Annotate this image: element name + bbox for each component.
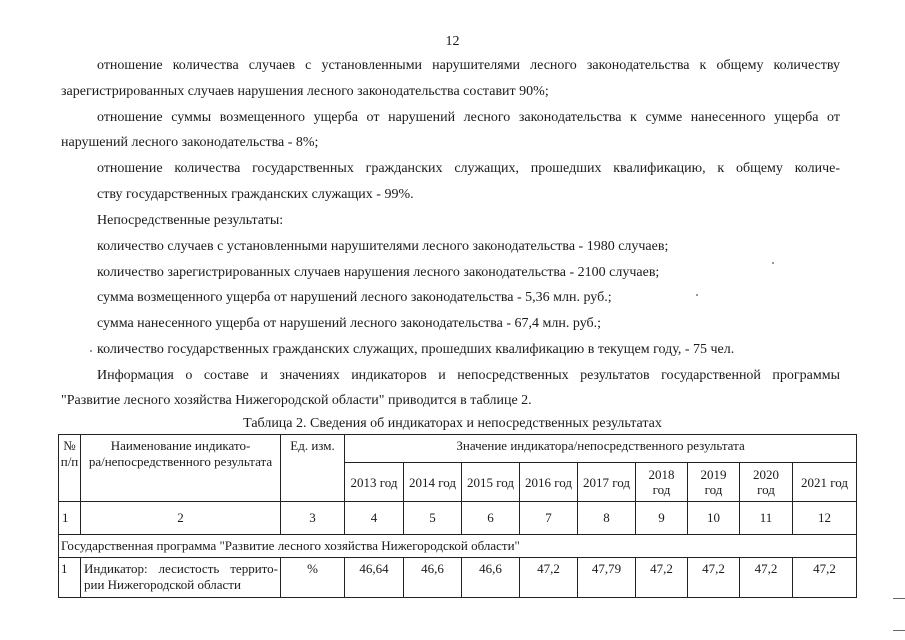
paragraph-3-line-1: отношение количества государственных гражданских служащих, прошедших квалификацию, к общему количе- (97, 161, 840, 176)
result-cases-established: количество случаев с установленными нарушителями лесного законодательства - 1980 случаев; (97, 239, 669, 254)
year-header: 2017 год (578, 463, 636, 502)
indicator-value: 46,6 (462, 558, 520, 598)
paragraph-3-line-2: ству государственных гражданских служащих - 99%. (97, 187, 414, 202)
indicator-value: 47,2 (636, 558, 688, 598)
program-row (59, 535, 857, 558)
column-header-number-line2: п/п (60, 454, 79, 469)
paragraph-2-line-2: нарушений лесного законодательства - 8%; (61, 135, 319, 150)
column-header-number-line1: № (63, 438, 76, 453)
indicator-value: 46,64 (345, 558, 404, 598)
column-header-number (59, 435, 81, 502)
table-row (59, 558, 857, 598)
scan-speck (90, 350, 92, 352)
scan-edge-mark (893, 630, 905, 631)
indicator-value: 47,2 (793, 558, 857, 598)
paragraph-info-line-2: "Развитие лесного хозяйства Нижегородской области" приводится в таблице 2. (61, 393, 532, 408)
year-header: 2013 год (345, 463, 404, 502)
indicator-name (81, 558, 281, 598)
column-header-name-line1: Наименование индикато- (110, 438, 251, 453)
scan-speck (696, 294, 698, 296)
column-number: 2 (81, 502, 281, 535)
indicator-unit: % (281, 558, 345, 598)
indicator-value: 47,2 (520, 558, 578, 598)
year-header: 2021 год (793, 463, 857, 502)
column-number: 8 (578, 502, 636, 535)
table-header-row (59, 435, 857, 463)
year-header: 2016 год (520, 463, 578, 502)
paragraph-2-line-1: отношение суммы возмещенного ущерба от нарушений лесного законодательства к сумме нанесенного ущерба от (97, 110, 840, 125)
result-cases-registered: количество зарегистрированных случаев нарушения лесного законодательства - 2100 случаев; (97, 265, 660, 280)
scan-speck (772, 262, 774, 264)
indicators-table (58, 434, 857, 598)
column-number: 7 (520, 502, 578, 535)
column-header-name-line2: ра/непосредственного результата (88, 454, 273, 469)
year-header: 2014 год (404, 463, 462, 502)
row-index: 1 (59, 558, 81, 598)
results-heading: Непосредственные результаты: (97, 213, 284, 228)
paragraph-1-line-2: зарегистрированных случаев нарушения лесного законодательства составит 90%; (61, 84, 549, 99)
indicator-value: 47,2 (688, 558, 740, 598)
indicator-name-line2: рии Нижегородской области (84, 577, 241, 592)
scan-edge-mark (893, 598, 905, 599)
column-number: 5 (404, 502, 462, 535)
paragraph-1-line-1: отношение количества случаев с установленными нарушителями лесного законодательства к общему количеству (97, 58, 840, 73)
table-title: Таблица 2. Сведения об индикаторах и непосредственных результатах (243, 416, 662, 431)
year-header: 2018 год (636, 463, 688, 502)
column-number: 9 (636, 502, 688, 535)
indicator-value: 47,2 (740, 558, 793, 598)
year-header: 2015 год (462, 463, 520, 502)
column-numbering-row (59, 502, 857, 535)
indicator-value: 46,6 (404, 558, 462, 598)
paragraph-info-line-1: Информация о составе и значениях индикаторов и непосредственных результатов государственной программы (97, 368, 840, 383)
column-number: 12 (793, 502, 857, 535)
program-name: Государственная программа "Развитие лесного хозяйства Нижегородской области" (59, 535, 857, 558)
column-header-unit: Ед. изм. (281, 435, 345, 502)
column-header-name (81, 435, 281, 502)
indicator-value: 47,79 (578, 558, 636, 598)
column-number: 6 (462, 502, 520, 535)
result-damage-compensated: сумма возмещенного ущерба от нарушений лесного законодательства - 5,36 млн. руб.; (97, 290, 612, 305)
column-number: 1 (59, 502, 81, 535)
column-header-values: Значение индикатора/непосредственного результата (345, 435, 857, 463)
page-number: 12 (445, 34, 460, 49)
column-number: 10 (688, 502, 740, 535)
result-employees-qualified: количество государственных гражданских служащих, прошедших квалификацию в текущем году, - 75 чел. (97, 342, 735, 357)
indicator-name-line1: Индикатор: лесистость террито- (84, 561, 278, 576)
result-damage-caused: сумма нанесенного ущерба от нарушений лесного законодательства - 67,4 млн. руб.; (97, 316, 602, 331)
column-number: 11 (740, 502, 793, 535)
year-header: 2019 год (688, 463, 740, 502)
column-number: 4 (345, 502, 404, 535)
year-header: 2020 год (740, 463, 793, 502)
column-number: 3 (281, 502, 345, 535)
